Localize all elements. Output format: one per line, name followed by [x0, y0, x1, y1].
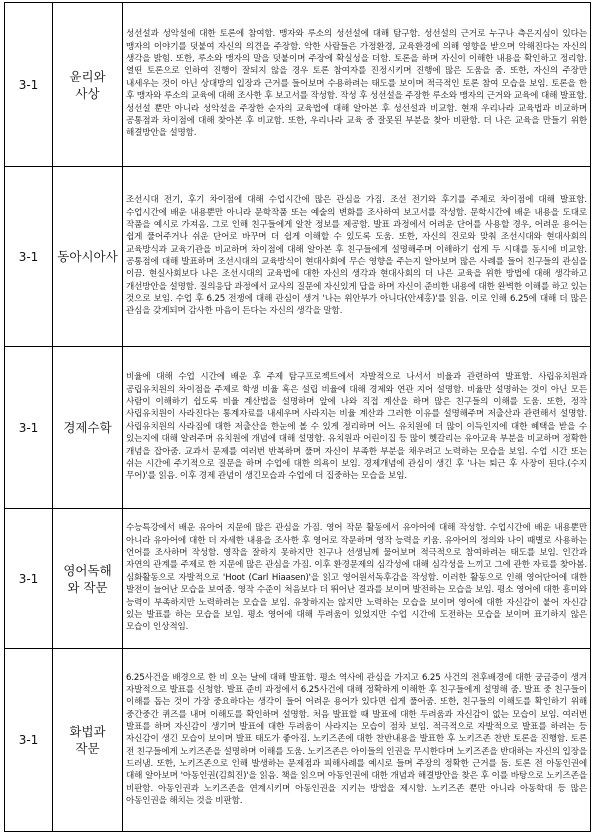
table-row: [5, 347, 591, 509]
subject-record-table: [4, 2, 591, 832]
subject-cell: 화법과 작문: [53, 649, 123, 832]
grade-cell: 3-1: [5, 509, 53, 649]
subject-cell: 윤리와 사상: [53, 3, 123, 167]
subject-cell: 경제수학: [53, 347, 123, 509]
subject-cell: 동아시아사: [53, 167, 123, 347]
description-cell: 조선시대 전기, 후기 차이점에 대해 수업시간에 많은 관심을 가짐. 조선 전기와 후기를 주제로 차이점에 대해 발표함. 수업시간에 배운 내용뿐만 아니라 문학작품 또는 예술의 변화를 조사하여 보고서를 작성함. 문학시간에 배운 내용을 도대로 작품을 예시로 가져옴. 그로 인해 친구들에게 알찬 정보를 제공함. 발표 과정에서 어려운 단어를 사용할 경우, 어려운 용어는 쉽게 풀어주거나 쉬운 단어로 바꾸며 더 쉽게 이해할 수 있도록 도움. 또한, 자신의 진로와 맞춰 조선시대와 현대사회의 교육방식과 교육기관을 비교하며 차이점에 대해 알아본 후 친구들에게 설명해주며 이해하기 쉽게 두 시대를 동시에 비교함. 공통점에 대해 발표하며 조선시대의 교육방식이 현대사회에 무슨 영향을 주는지 알아보며 많은 사례를 들어 친구들의 관심을 이끔. 현실사회보다 나은 조선시대의 교육법에 대한 자신의 생각과 현대사회의 더 나은 교육을 위한 방법에 대해 생각하고 개선방안을 설명함. 질의응답 과정에서 교사의 질문에 자신있게 답을 하며 자신이 준비한 내용에 대한 완벽한 이해를 하고 있는 것으로 보임. 수업 후 6.25 전쟁에 대해 관심이 생겨 '나는 위안부가 아니다(안세홍)'를 읽음. 이로 인해 6.25에 대해 더 많은 관심을 갖게되며 감사한 마음이 든다는 자신의 생각을 말함.: [123, 167, 591, 347]
table-row: [5, 167, 591, 347]
grade-cell: 3-1: [5, 167, 53, 347]
description-cell: 성선설과 성악설에 대한 토론에 참여함. 맹자와 루소의 성선설에 대해 탐구함. 성선설의 근거로 누구나 측은지심이 있다는 맹자의 이야기를 덧붙여 자신의 의견을 주장함. 악한 사람들은 가정환경, 교육환경에 의해 영향을 받으며 악해진다는 자신의 생각을 밝힘. 또한, 루소와 맹자의 말을 덧붙이며 주장에 확실성을 더함. 토론을 하며 자신이 이해한 내용을 확인하고 정리함. 열띤 토론으로 인하여 진행이 잘되지 않을 경우 토론 참여자를 진정시키며 진행에 많은 도움을 줌. 또한, 자신의 주장만 내세우는 것이 아닌 상대방의 입장과 근거를 들어보며 수용하려는 태도를 보이며 적극적인 토론 참여 모습을 보임. 토론을 한 후 맹자와 루소의 교육에 대해 조사한 후 보고서를 작성함. 작성 후 성선설을 주장한 루소와 맹자의 근거와 교육에 대해 발표함. 성선설 뿐만 아니라 성악설을 주장한 순자의 교육법에 대해 알아본 후 성선설과 비교함. 현재 우리나라 교육법과 비교하며 공통점과 차이점에 대해 찾아본 후 비교함. 또한, 우리나라 교육 중 잘못된 부분을 찾아 비판함. 더 나은 교육을 만들기 위한 해결방안을 설명함.: [123, 3, 591, 167]
table-row: [5, 649, 591, 832]
grade-cell: 3-1: [5, 649, 53, 832]
description-cell: 비율에 대해 수업 시간에 배운 후 주제 탐구프로젝트에서 자발적으로 나서서 비율과 관련하여 발표함. 사립유치원과 공립유치원의 차이점을 주제로 학생 비율 혹은 설립 비율에 대해 경제와 연관 지어 설명함. 비율만 설명하는 것이 아닌 모든 사람이 이해하기 쉽도록 비율 계산법을 설명하며 앞에 나와 직접 계산을 하며 많은 친구들의 이해를 도움. 또한, 정작 사립유치원이 사라진다는 통계자료를 내세우며 사라지는 비율 계산과 그러한 이유를 설명해주며 저출산과 관련해서 설명함. 사립유치원의 사라짐에 대한 저출산을 한눈에 볼 수 있게 정리하며 어느 유치원에 더 많이 이득인지에 대한 혜택을 받을 수 있는지에 대해 알려주며 유치원에 개념에 대해 설명함. 유치원과 어린이집 등 많이 헷갈리는 유아교육 부분을 비교하며 정확한 개념을 잡아줌. 교과서 문제를 여러번 반복하며 풀며 자신이 부족한 부분을 채우려고 노력하는 모습을 보임. 수업 시간 또는 쉬는 시간에 주기적으로 질문을 하며 수업에 대한 의욕이 보임. 경제개념에 관심이 생긴 후 '나는 퇴근 후 사장이 된다.(수지 무어)'를 읽음. 이후 경제 관념이 생긴모습과 수업에 더 집중하는 모습을 보임.: [123, 347, 591, 509]
table-row: [5, 509, 591, 649]
grade-cell: 3-1: [5, 347, 53, 509]
student-record-sheet: [4, 2, 590, 834]
description-cell: 수능특강에서 배운 유아어 지문에 많은 관심을 가짐. 영어 작문 활동에서 유아어에 대해 작성함. 수업시간에 배운 내용뿐만 아니라 유아어에 대한 더 자세한 내용을 조사한 후 영어로 작문하며 영작 능력을 키움. 유아어의 정의와 나이 때별로 사용하는 언어를 조사하며 작성함. 영작을 잘하지 못하지만 친구나 선생님께 물어보며 적극적으로 참여하려는 태도를 보임. 인간과 자연의 관계를 주제로 한 지문에 많은 관심을 가짐. 이후 환경문제의 심각성에 대해 심각성을 느끼고 그에 관한 자료를 찾아봄. 심화활동으로 자발적으로 'Hoot (Carl Hiaasen)'을 읽고 영어원서독후감을 작성함. 이러한 활동으로 인해 영어단어에 대한 발전이 늘어난 모습을 보여줌. 영작 수준이 처음보다 더 뛰어난 결과를 보이며 발전하는 모습을 보임. 평소 영어에 대한 흥미와 능력이 부족하지만 노력하려는 모습을 보임. 유창하지는 않지만 노력하는 모습을 보이며 영어에 대한 자신감이 붙어 자신감 있는 발표를 하는 모습을 보임. 평소 영어에 대해 두려움이 있었지만 수업 시간에 도전하는 모습을 보이며 표기하지 않은 모습이 인상적임.: [123, 509, 591, 649]
description-cell: 6.25사건을 배경으로 한 비 오는 날에 대해 발표함. 평소 역사에 관심을 가지고 6.25 사건의 전후배경에 대한 궁금증이 생겨 자발적으로 발표를 신청함. 발표 준비 과정에서 6.25사건에 대해 정확하게 이해한 후 친구들에게 설명해 줌. 발표 중 친구들이 이해를 돕는 것이 가장 중요하다는 생각이 들어 어려운 용어가 있다면 쉽게 풀어줌. 또한, 친구들의 이해도를 확인하기 위해 중간중간 퀴즈를 내며 이해도를 확인하며 설명함. 처음 발표할 때 발표에 대한 두려움과 자신감이 없는 모습이 보임. 여러번 발표를 하며 자신감이 생기며 발표에 대한 두려움이 사라지는 모습이 점차 보임. 적극적으로 자발적으로 발표를 하려는 등 자신감이 생긴 모습이 보이며 발표 태도가 좋아짐. 노키즈존에 대한 찬반내용을 발표한 후 노키즈존 찬반 토론을 진행함. 토론 전 친구들에게 노키즈존을 설명하며 이해를 도움. 노키즈존은 아이들의 인권을 무시한다며 노키즈존을 반대하는 자신의 입장을 드러냄. 또한, 노키즈존으로 인해 발생하는 문제점과 피해사례를 예시로 들며 주장의 정확한 근거를 둠. 토론 전 아동인권에 대해 알아보며 '아동인권(김희진)'을 읽음. 책을 읽으며 아동인권에 대한 개념과 해결방안을 찾은 후 이를 바탕으로 노키즈존을 비판함. 아동인권과 노키즈존을 연계시키며 아동인권을 지키는 방법을 제시함. 노키즈존 뿐만 아니라 아동학대 등 많은 아동인권을 해치는 것을 비판함.: [123, 649, 591, 832]
table-row: [5, 3, 591, 167]
subject-cell: 영어독해 와 작문: [53, 509, 123, 649]
grade-cell: 3-1: [5, 3, 53, 167]
